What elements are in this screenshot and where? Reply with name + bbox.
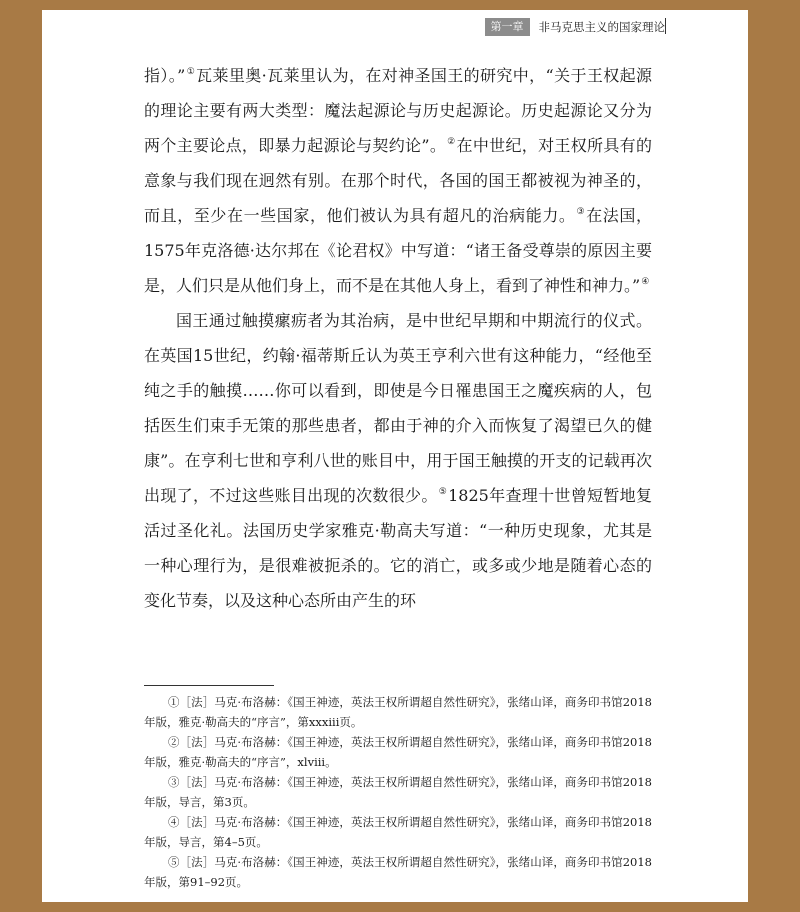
footnote-ref-3: ③	[576, 207, 586, 217]
book-page	[42, 10, 748, 902]
footnote-ref-1: ①	[186, 67, 196, 77]
text-run: 指）。”	[144, 66, 186, 85]
footnote-1: ①［法］马克·布洛赫：《国王神迹，英法王权所谓超自然性研究》，张绪山译，商务印书馆2018年版，雅克·勒高夫的“序言”，第xxxiii页。	[144, 695, 652, 729]
chapter-label: 第一章	[485, 18, 530, 36]
footnote-5: ⑤［法］马克·布洛赫：《国王神迹，英法王权所谓超自然性研究》，张绪山译，商务印书馆2018年版，第91–92页。	[144, 855, 652, 889]
footnote-3: ③［法］马克·布洛赫：《国王神迹，英法王权所谓超自然性研究》，张绪山译，商务印书馆2018年版，导言，第3页。	[144, 775, 652, 809]
text-run: 1825年查理十世曾短暂地复活过圣化礼。法国历史学家雅克·勒高夫写道：“一种历史现象，尤其是一种心理行为，是很难被扼杀的。它的消亡，或多或少地是随着心态的变化节奏，以及这种心态所由产生的环	[144, 486, 652, 610]
paragraph-2	[144, 303, 652, 618]
text-run: 在法国，1575年克洛德·达尔邦在《论君权》中写道：“诸王备受尊崇的原因主要是，人们只是从他们身上，而不是在其他人身上，看到了神性和神力。”	[144, 206, 652, 295]
footnote-ref-2: ②	[447, 137, 456, 147]
paragraph-1	[144, 58, 652, 303]
chapter-title: 非马克思主义的国家理论	[538, 20, 665, 34]
footnote-ref-4: ④	[641, 277, 650, 287]
footnote-4: ④［法］马克·布洛赫：《国王神迹，英法王权所谓超自然性研究》，张绪山译，商务印书馆2018年版，导言，第4–5页。	[144, 815, 652, 849]
text-run: 国王通过触摸瘰疬者为其治病，是中世纪早期和中期流行的仪式。在英国15世纪，约翰·福蒂斯丘认为英王亨利六世有这种能力，“经他至纯之手的触摸……你可以看到，即使是今日罹患国王之魔疾病的人，包括医生们束手无策的那些患者，都由于神的介入而恢复了渴望已久的健康”。在亨利七世和亨利八世的账目中，用于国王触摸的开支的记载再次出现了，不过这些账目出现的次数很少。	[144, 311, 652, 505]
footnotes	[144, 692, 652, 892]
text-run: 在中世纪，对王权所具有的意象与我们现在迥然有别。在那个时代，各国的国王都被视为神圣的，而且，至少在一些国家，他们被认为具有超凡的治病能力。	[144, 136, 652, 225]
footnote-2: ②［法］马克·布洛赫：《国王神迹，英法王权所谓超自然性研究》，张绪山译，商务印书馆2018年版，雅克·勒高夫的“序言”，xlviii。	[144, 735, 652, 769]
footnote-ref-5: ⑤	[438, 487, 448, 497]
body-text	[144, 58, 652, 618]
header-divider	[665, 18, 666, 34]
footnote-divider	[144, 685, 274, 686]
text-run: 瓦莱里奥·瓦莱里认为，在对神圣国王的研究中，“关于王权起源的理论主要有两大类型：魔法起源论与历史起源论。历史起源论又分为两个主要论点，即暴力起源论与契约论”。	[144, 66, 652, 155]
running-header	[485, 17, 666, 37]
